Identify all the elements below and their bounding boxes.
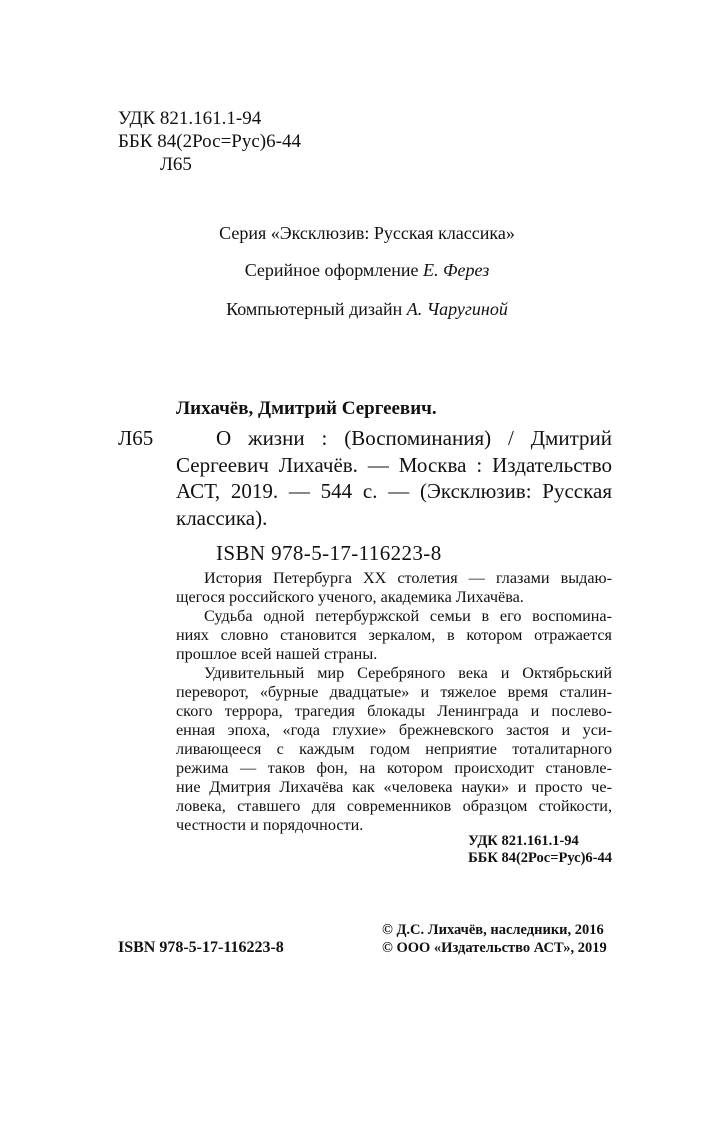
catalog-description [176, 425, 612, 531]
annotation-line: Удивительный мир Серебряного века и Октябрьский [204, 664, 612, 682]
annotation-line: прошлое всей нашей страны. [176, 645, 378, 663]
annotation-line: ловека, ставшего для современников образцом стойкости, [176, 797, 612, 815]
annotation-line: Судьба одной петербуржской семьи в его воспомина- [204, 607, 612, 625]
annotation-line: режима — таков фон, на котором происходит становле- [176, 759, 612, 777]
copyright-author: © Д.С. Лихачёв, наследники, 2016 [382, 922, 604, 938]
catalog-description-line: классика). [176, 505, 268, 530]
udk-bbk-header [118, 107, 301, 153]
cover-design-line [0, 259, 709, 281]
catalog-description-line: Сергеевич Лихачёв. — Москва : Издательство [176, 452, 612, 477]
cover-design-label: Серийное оформление [244, 260, 419, 280]
catalog-isbn: ISBN 978-5-17-116223-8 [216, 541, 442, 565]
computer-design-label: Компьютерный дизайн [226, 299, 403, 319]
catalog-description-line: О жизни : (Воспоминания) / Дмитрий [216, 426, 612, 450]
copyright-block [382, 921, 607, 957]
footer-udk: УДК 821.161.1-94 [468, 833, 579, 849]
author-mark: Л65 [160, 154, 192, 175]
annotation-line: История Петербурга XX столетия — глазами выдаю- [204, 569, 612, 587]
footer-bbk: ББК 84(2Рос=Рус)6-44 [468, 850, 612, 866]
annotation-line: переворот, «бурные двадцатые» и тяжелое время сталин- [176, 683, 612, 701]
footer-udk-bbk [468, 833, 612, 867]
annotation [176, 569, 612, 835]
annotation-line: ниях словно становится зеркалом, в котором отражается [176, 626, 612, 644]
computer-design-name: А. Чаругиной [406, 299, 508, 319]
annotation-line: честности и порядочности. [176, 816, 364, 834]
copyright-publisher: © ООО «Издательство АСТ», 2019 [382, 940, 607, 956]
footer-isbn: ISBN 978-5-17-116223-8 [118, 939, 284, 956]
udk-code: УДК 821.161.1-94 [118, 108, 262, 129]
catalog-author: Лихачёв, Дмитрий Сергеевич. [176, 398, 437, 419]
series-line: Серия «Эксклюзив: Русская классика» [219, 223, 515, 243]
bbk-code: ББК 84(2Рос=Рус)6-44 [118, 131, 301, 152]
catalog-description-line: АСТ, 2019. — 544 с. — (Эксклюзив: Русская [176, 479, 612, 503]
computer-design-line [0, 298, 709, 320]
catalog-author-mark: Л65 [118, 426, 154, 450]
annotation-line: щегося российского ученого, академика Лихачёва. [176, 588, 524, 606]
cover-design-name: Е. Ферез [423, 260, 490, 280]
annotation-line: енная эпоха, «года глухие» брежневского застоя и уси- [176, 721, 612, 739]
annotation-line: ского террора, трагедия блокады Ленинграда и послево- [176, 702, 612, 720]
annotation-line: ливающееся с каждым годом неприятие тоталитарного [176, 740, 612, 758]
annotation-line: ние Дмитрия Лихачёва как «человека науки» и просто че- [176, 778, 612, 796]
